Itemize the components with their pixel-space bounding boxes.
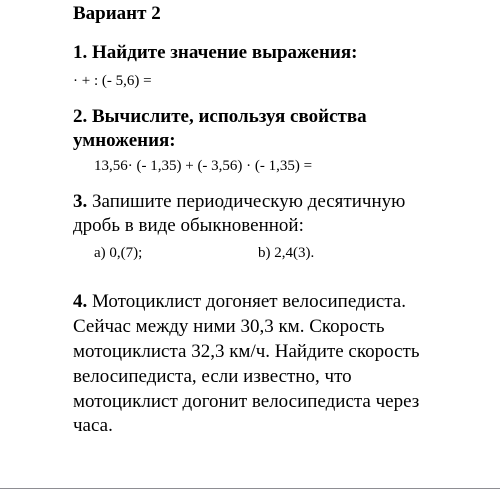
- question-4-text-line-2: Сейчас между ними 30,3 км. Скорость: [73, 316, 385, 337]
- bottom-strip: [0, 483, 500, 500]
- question-4-text-line-1: Мотоциклист догоняет велосипедиста.: [92, 291, 406, 312]
- question-2-number: 2.: [73, 106, 88, 127]
- question-2-heading: [73, 104, 367, 129]
- question-4-number: 4.: [73, 291, 88, 312]
- question-2-text-line-1: Вычислите, используя свойства: [92, 106, 367, 127]
- question-3-line-1: [73, 189, 405, 214]
- question-1-heading: [73, 40, 357, 65]
- question-4-text-line-6: часа.: [73, 415, 113, 436]
- question-4-line-1: [73, 289, 406, 314]
- question-1-number: 1.: [73, 42, 88, 63]
- question-1-text: Найдите значение выражения:: [92, 42, 358, 63]
- question-2-expression: 13,56· (- 1,35) + (- 3,56) · (- 1,35) =: [94, 158, 313, 174]
- question-3-text-line-2: дробь в виде обыкновенной:: [73, 215, 304, 236]
- question-3-option-a: a) 0,(7);: [94, 245, 143, 261]
- question-4-text-line-3: мотоциклиста 32,3 км/ч. Найдите скорость: [73, 341, 420, 362]
- variant-title: Вариант 2: [73, 3, 161, 24]
- question-4-text-line-4: велосипедиста, если известно, что: [73, 366, 352, 387]
- question-3-option-b: b) 2,4(3).: [258, 245, 315, 261]
- question-2-text-line-2: умножения:: [73, 130, 176, 151]
- bottom-divider: [0, 488, 500, 489]
- question-3-number: 3.: [73, 191, 88, 212]
- question-3-text-line-1: Запишите периодическую десятичную: [92, 191, 406, 212]
- question-1-expression: · + : (- 5,6) =: [73, 73, 152, 89]
- question-4-text-line-5: мотоциклист догонит велосипедиста через: [73, 391, 420, 412]
